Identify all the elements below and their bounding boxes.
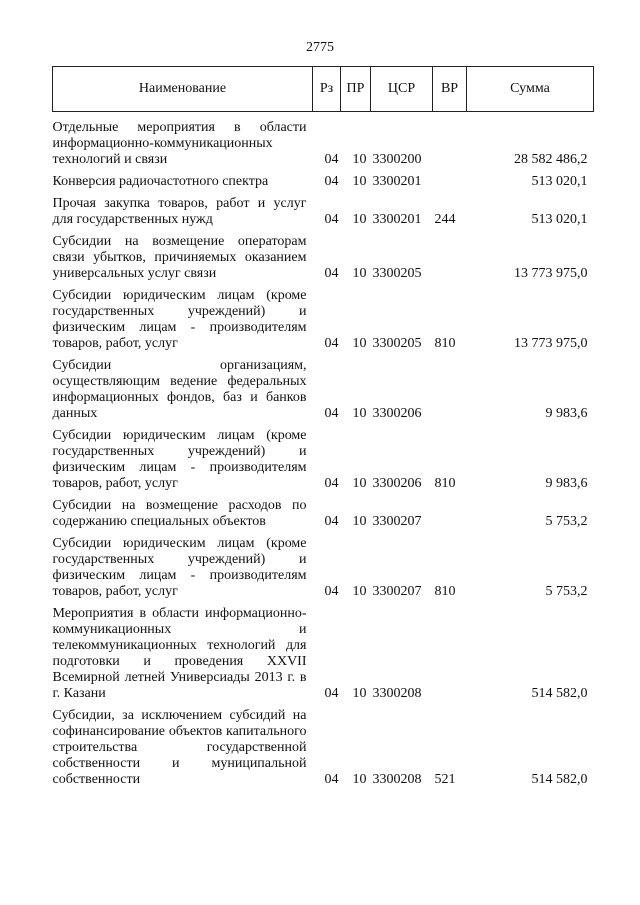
row-name: Прочая закупка товаров, работ и услуг для государственных нужд <box>52 196 307 227</box>
row-rz: 04 <box>324 406 339 421</box>
row-pr: 10 <box>352 336 367 351</box>
row-pr: 10 <box>352 686 367 701</box>
row-vr <box>433 600 467 702</box>
budget-table <box>52 66 594 788</box>
table-row <box>53 168 594 190</box>
row-csr: 3300207 <box>372 514 422 529</box>
row-vr: 244 <box>434 212 456 227</box>
row-name: Отдельные мероприятия в области информационно-коммуникационных технологий и связи <box>52 120 307 167</box>
row-sum: 513 020,1 <box>531 174 588 189</box>
row-csr: 3300201 <box>372 174 422 189</box>
table-row <box>53 352 594 422</box>
page-number: 2775 <box>306 40 334 55</box>
table-row <box>53 530 594 600</box>
header-csr: ЦСР <box>371 67 433 112</box>
row-rz: 04 <box>324 686 339 701</box>
row-pr: 10 <box>352 212 367 227</box>
row-rz: 04 <box>324 152 339 167</box>
row-pr: 10 <box>352 152 367 167</box>
header-rz: Рз <box>313 67 341 112</box>
row-vr <box>433 352 467 422</box>
row-csr: 3300207 <box>372 584 422 599</box>
row-pr: 10 <box>352 406 367 421</box>
row-name: Субсидии на возмещение расходов по содержанию специальных объектов <box>52 498 307 529</box>
row-sum: 9 983,6 <box>545 406 588 421</box>
row-csr: 3300206 <box>372 406 422 421</box>
row-name: Субсидии, за исключением субсидий на софинансирование объектов капитального строительства государственной собственности и муниципальной собственности <box>52 708 307 787</box>
row-vr <box>433 492 467 530</box>
row-rz: 04 <box>324 514 339 529</box>
row-sum: 514 582,0 <box>531 772 588 787</box>
row-vr: 810 <box>434 584 456 599</box>
header-vr: ВР <box>433 67 467 112</box>
row-sum: 5 753,2 <box>545 514 588 529</box>
row-pr: 10 <box>352 266 367 281</box>
row-name: Мероприятия в области информационно-коммуникационных и телекоммуникационных технологий для подготовки и проведения XXVII Всемирной летней Универсиады 2013 г. в г. Казани <box>52 606 307 701</box>
row-vr: 521 <box>434 772 456 787</box>
row-csr: 3300208 <box>372 686 422 701</box>
row-name: Субсидии организациям, осуществляющим ведение федеральных информационных фондов, баз и банков данных <box>52 358 307 421</box>
row-rz: 04 <box>324 266 339 281</box>
row-csr: 3300208 <box>372 772 422 787</box>
row-pr: 10 <box>352 476 367 491</box>
header-sum: Сумма <box>467 67 594 112</box>
row-vr: 810 <box>434 336 456 351</box>
row-rz: 04 <box>324 476 339 491</box>
row-name: Субсидии юридическим лицам (кроме государственных учреждений) и физическим лицам - производителям товаров, работ, услуг <box>52 288 307 351</box>
row-rz: 04 <box>324 174 339 189</box>
row-csr: 3300205 <box>372 266 422 281</box>
header-name: Наименование <box>53 67 313 112</box>
row-vr <box>433 168 467 190</box>
row-csr: 3300200 <box>372 152 422 167</box>
row-name: Субсидии на возмещение операторам связи убытков, причиняемых оказанием универсальных услуг связи <box>52 234 307 281</box>
row-vr: 810 <box>434 476 456 491</box>
table-row <box>53 228 594 282</box>
table-row <box>53 422 594 492</box>
table-row <box>53 112 594 169</box>
header-pr: ПР <box>341 67 371 112</box>
row-sum: 9 983,6 <box>545 476 588 491</box>
table-row <box>53 190 594 228</box>
row-vr <box>433 228 467 282</box>
row-sum: 5 753,2 <box>545 584 588 599</box>
row-rz: 04 <box>324 336 339 351</box>
row-sum: 513 020,1 <box>531 212 588 227</box>
table-row <box>53 282 594 352</box>
row-vr <box>433 112 467 169</box>
table-row <box>53 492 594 530</box>
row-sum: 13 773 975,0 <box>514 266 588 281</box>
row-rz: 04 <box>324 772 339 787</box>
row-name: Субсидии юридическим лицам (кроме государственных учреждений) и физическим лицам - производителям товаров, работ, услуг <box>52 536 307 599</box>
row-sum: 514 582,0 <box>531 686 588 701</box>
row-name: Субсидии юридическим лицам (кроме государственных учреждений) и физическим лицам - производителям товаров, работ, услуг <box>52 428 307 491</box>
row-csr: 3300205 <box>372 336 422 351</box>
row-pr: 10 <box>352 772 367 787</box>
row-csr: 3300206 <box>372 476 422 491</box>
row-rz: 04 <box>324 212 339 227</box>
table-header-row <box>53 67 594 112</box>
table-row <box>53 702 594 788</box>
row-name: Конверсия радиочастотного спектра <box>52 174 269 189</box>
row-sum: 13 773 975,0 <box>514 336 588 351</box>
row-csr: 3300201 <box>372 212 422 227</box>
table-row <box>53 600 594 702</box>
row-sum: 28 582 486,2 <box>514 152 588 167</box>
row-rz: 04 <box>324 584 339 599</box>
row-pr: 10 <box>352 174 367 189</box>
row-pr: 10 <box>352 514 367 529</box>
row-pr: 10 <box>352 584 367 599</box>
